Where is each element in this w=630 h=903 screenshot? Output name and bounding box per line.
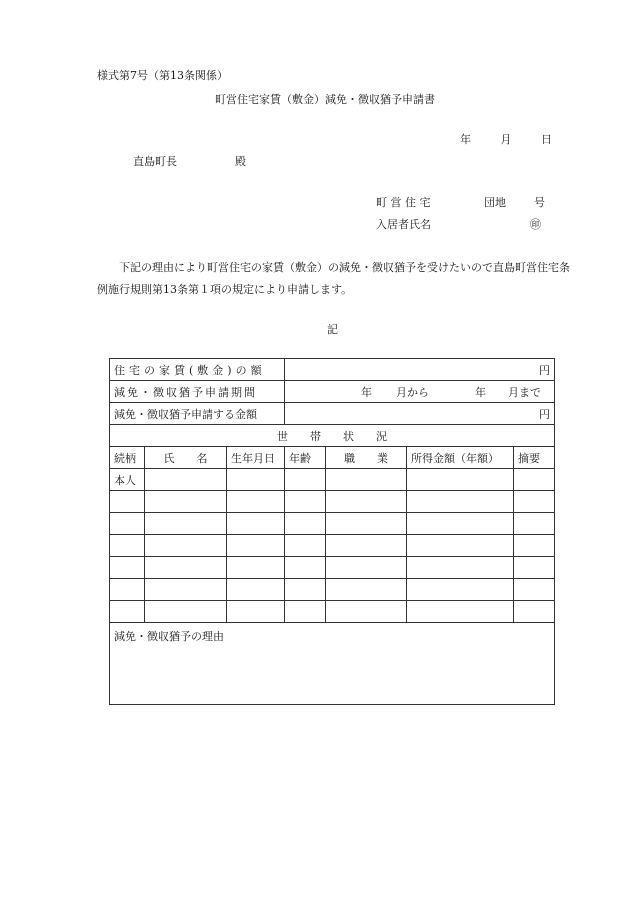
table-cell[interactable] [407, 579, 514, 601]
period-from-year: 年 [361, 385, 372, 399]
table-cell[interactable] [326, 491, 407, 513]
relation-cell: 本人 [110, 469, 145, 491]
table-row[interactable] [110, 491, 555, 513]
table-cell[interactable] [514, 557, 555, 579]
document-title: 町営住宅家賃（敷金）減免・徴収猶予申請書 [215, 93, 435, 106]
rent-unit: 円 [539, 363, 550, 377]
reason-label: 減免・徴収猶予の理由 [114, 630, 224, 643]
resident-name-label: 入居者氏名 [376, 218, 431, 231]
table-cell[interactable] [145, 513, 227, 535]
table-cell[interactable] [227, 601, 285, 623]
table-cell[interactable] [227, 491, 285, 513]
period-from: 月から [396, 385, 429, 399]
date-month: 月 [500, 133, 512, 146]
table-cell[interactable] [227, 557, 285, 579]
table-cell[interactable] [110, 491, 145, 513]
col-remarks: 摘要 [514, 447, 555, 469]
table-cell[interactable] [227, 535, 285, 557]
table-cell[interactable] [285, 601, 326, 623]
table-cell[interactable] [326, 557, 407, 579]
col-relation: 続柄 [110, 447, 145, 469]
addressee-honorific: 殿 [235, 155, 246, 168]
table-cell[interactable] [514, 513, 555, 535]
housing-label: 町 営 住 宅 [376, 196, 431, 209]
table-cell[interactable] [110, 601, 145, 623]
col-occupation: 職 業 [326, 447, 407, 469]
table-row[interactable] [110, 601, 555, 623]
date-line [460, 131, 552, 147]
addressee [133, 153, 246, 169]
rent-amount-field[interactable] [285, 359, 555, 381]
table-cell[interactable] [326, 535, 407, 557]
reason-row [110, 623, 555, 705]
table-cell[interactable] [285, 491, 326, 513]
table-cell[interactable] [110, 535, 145, 557]
col-name: 氏 名 [145, 447, 227, 469]
col-age: 年齢 [285, 447, 326, 469]
table-cell[interactable] [407, 469, 514, 491]
period-to: 月まで [508, 385, 541, 399]
period-row [110, 381, 555, 403]
reason-field[interactable] [110, 623, 555, 705]
table-row[interactable] [110, 535, 555, 557]
table-cell[interactable] [285, 579, 326, 601]
table-cell[interactable] [110, 579, 145, 601]
period-label: 減免・徴収猶予申請期間 [110, 381, 285, 403]
table-cell[interactable] [326, 601, 407, 623]
amount-label: 減免・徴収猶予申請する金額 [110, 403, 285, 425]
ki-heading: 記 [327, 323, 338, 336]
table-row[interactable] [110, 579, 555, 601]
period-to-year: 年 [475, 385, 486, 399]
table-cell[interactable] [285, 513, 326, 535]
table-cell[interactable] [145, 557, 227, 579]
table-cell[interactable] [407, 535, 514, 557]
table-cell[interactable] [145, 535, 227, 557]
amount-field[interactable] [285, 403, 555, 425]
go-label: 号 [534, 196, 545, 209]
table-cell[interactable] [227, 469, 285, 491]
table-cell[interactable] [407, 601, 514, 623]
table-row[interactable] [110, 513, 555, 535]
table-cell[interactable] [110, 513, 145, 535]
table-cell[interactable] [285, 535, 326, 557]
application-table [109, 358, 555, 705]
table-cell[interactable] [110, 557, 145, 579]
household-header-row [110, 425, 555, 447]
table-cell[interactable] [514, 535, 555, 557]
table-cell[interactable] [407, 513, 514, 535]
table-cell[interactable] [514, 491, 555, 513]
column-header-row [110, 447, 555, 469]
date-day: 日 [541, 133, 552, 146]
table-cell[interactable] [407, 557, 514, 579]
table-row[interactable] [110, 469, 555, 491]
table-cell[interactable] [326, 469, 407, 491]
table-cell[interactable] [514, 579, 555, 601]
danchi-label: 団地 [484, 196, 506, 209]
col-birthdate: 生年月日 [227, 447, 285, 469]
table-cell[interactable] [326, 513, 407, 535]
table-cell[interactable] [407, 491, 514, 513]
statement-text: 下記の理由により町営住宅の家賃（敷金）の減免・徴収猶予を受けたいので直島町営住宅条例施行規則第13条第１項の規定により申請します。 [97, 261, 570, 296]
table-cell[interactable] [145, 601, 227, 623]
table-row[interactable] [110, 557, 555, 579]
col-income: 所得金額（年額） [407, 447, 514, 469]
amount-row [110, 403, 555, 425]
table-cell[interactable] [227, 579, 285, 601]
amount-unit: 円 [539, 407, 550, 421]
period-field[interactable] [285, 381, 555, 403]
rent-row [110, 359, 555, 381]
addressee-name: 直島町長 [133, 155, 177, 168]
table-cell[interactable] [514, 469, 555, 491]
household-header: 世 帯 状 況 [110, 425, 555, 447]
table-cell[interactable] [514, 601, 555, 623]
table-cell[interactable] [326, 579, 407, 601]
table-cell[interactable] [145, 491, 227, 513]
form-number: 様式第7号（第13条関係） [97, 69, 228, 82]
table-cell[interactable] [285, 469, 326, 491]
table-cell[interactable] [285, 557, 326, 579]
seal-mark: ㊞ [530, 218, 541, 231]
table-cell[interactable] [145, 579, 227, 601]
applicant-block [376, 194, 546, 238]
date-year: 年 [460, 133, 471, 146]
table-cell[interactable] [227, 513, 285, 535]
rent-label: 住宅の家賃(敷金)の額 [110, 359, 285, 381]
application-statement [97, 257, 577, 301]
table-cell[interactable] [145, 469, 227, 491]
